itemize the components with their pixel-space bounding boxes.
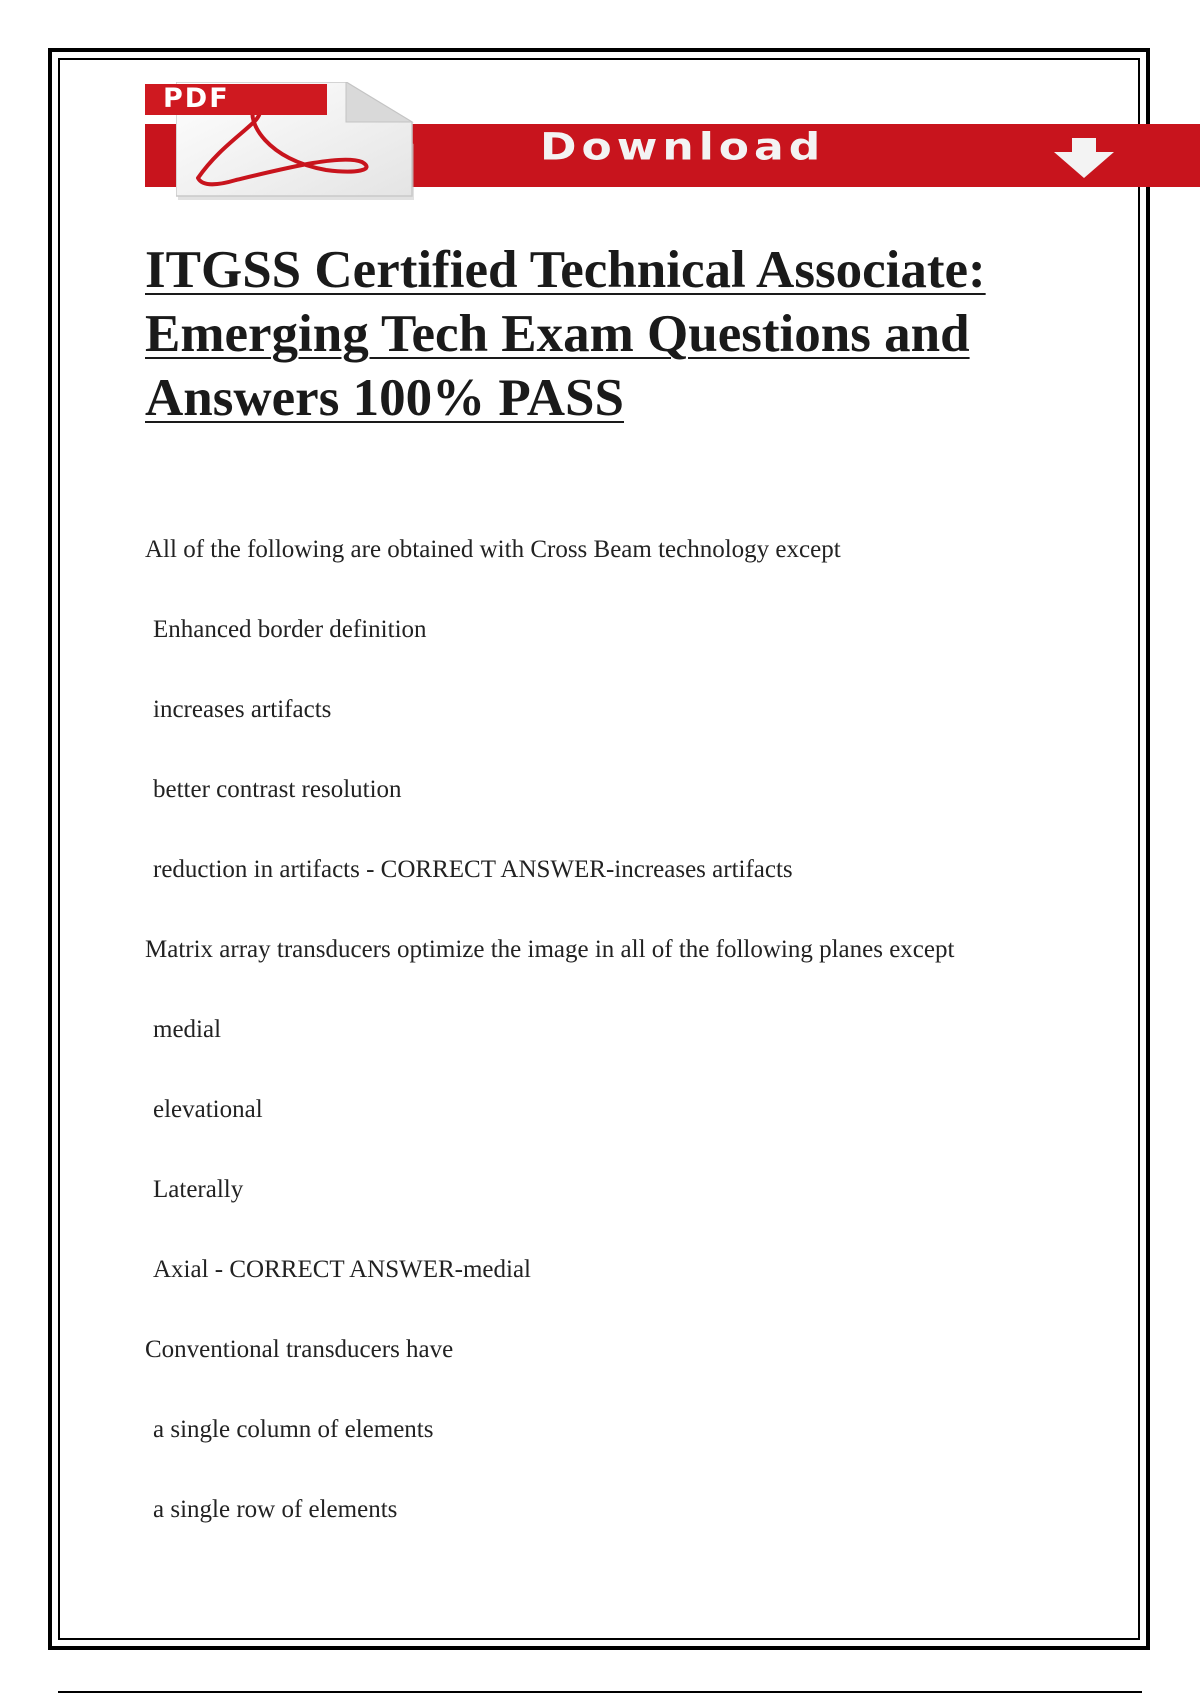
answer-option: medial (153, 1016, 222, 1043)
answer-option: a single row of elements (153, 1496, 398, 1523)
question-list (145, 510, 1105, 1550)
bottom-rule (58, 1691, 1142, 1693)
title-line: Emerging Tech Exam Questions and (145, 305, 970, 363)
answer-option-with-correct-answer: Axial - CORRECT ANSWER-medial (153, 1256, 531, 1283)
answer-option: Enhanced border definition (153, 616, 427, 643)
answer-option: elevational (153, 1096, 263, 1123)
answer-option: better contrast resolution (153, 776, 402, 803)
answer-option: Laterally (153, 1176, 244, 1203)
answer-option-with-correct-answer: reduction in artifacts - CORRECT ANSWER-increases artifacts (153, 856, 793, 883)
down-arrow-icon[interactable] (1050, 138, 1128, 178)
title-line: Answers 100% PASS (145, 369, 624, 427)
question-text: Matrix array transducers optimize the image in all of the following planes except (145, 936, 955, 963)
answer-option: a single column of elements (153, 1416, 434, 1443)
title-line: ITGSS Certified Technical Associate: (145, 241, 986, 299)
answer-option: increases artifacts (153, 696, 332, 723)
document-title (145, 238, 1095, 430)
download-label[interactable]: Download (540, 125, 826, 169)
question-text: Conventional transducers have (145, 1336, 454, 1363)
question-text: All of the following are obtained with Cross Beam technology except (145, 536, 841, 563)
pdf-tag-label: PDF (163, 83, 230, 114)
